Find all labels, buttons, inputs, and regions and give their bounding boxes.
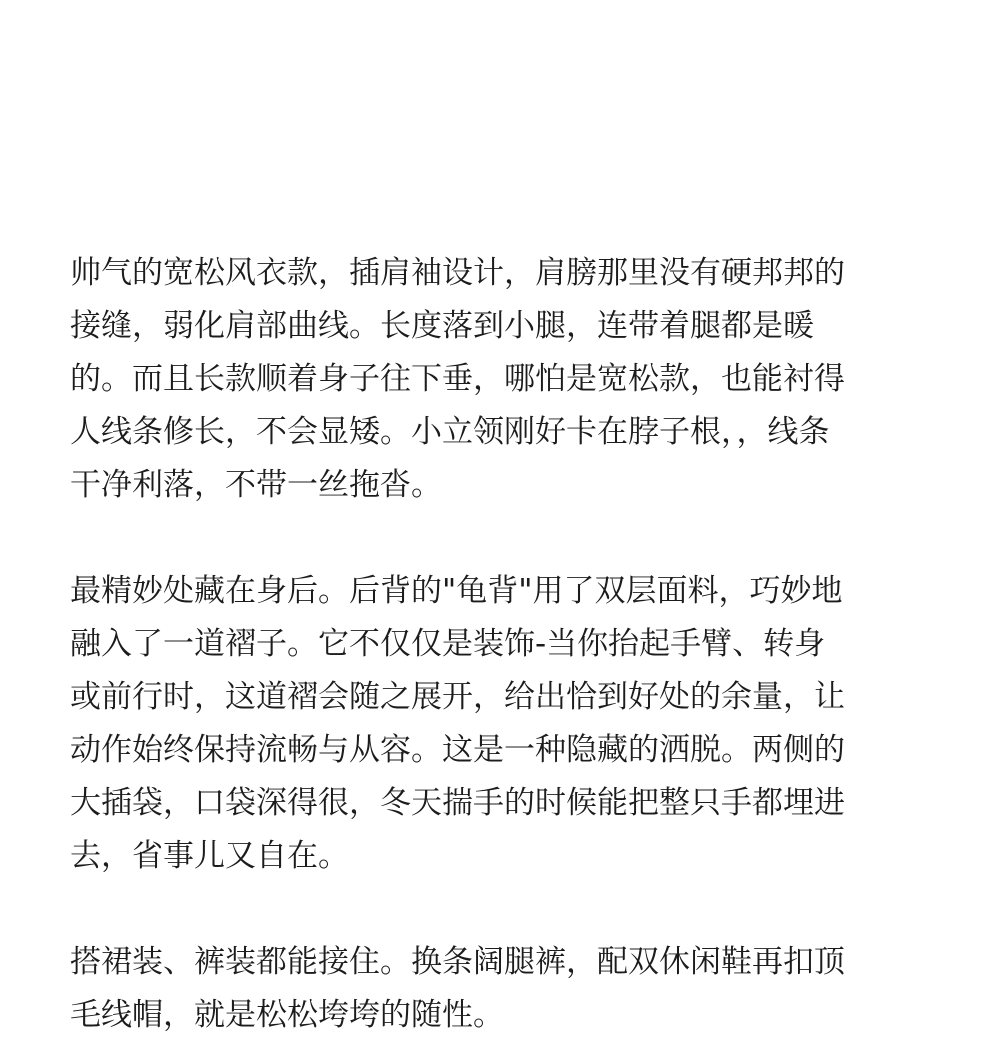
text-line: 最精妙处藏在身后。后背的"龟背"用了双层面料，巧妙地	[70, 573, 843, 609]
article-body	[70, 247, 920, 1042]
text-line: 或前行时，这道褶会随之展开，给出恰到好处的余量，让	[70, 679, 845, 715]
text-line: 毛线帽，就是松松垮垮的随性。	[70, 997, 504, 1033]
text-line: 去，省事儿又自在。	[70, 838, 349, 874]
paragraph-back-detail	[70, 565, 920, 883]
text-line: 搭裙装、裤装都能接住。换条阔腿裤，配双休闲鞋再扣顶	[70, 944, 845, 980]
text-line: 大插袋，口袋深得很，冬天揣手的时候能把整只手都埋进	[70, 785, 845, 821]
text-line: 帅气的宽松风衣款，插肩袖设计，肩膀那里没有硬邦邦的	[70, 255, 845, 291]
paragraph-styling	[70, 936, 920, 1042]
paragraph-design	[70, 247, 920, 512]
text-line: 融入了一道褶子。它不仅仅是装饰-当你抬起手臂、转身	[70, 626, 826, 662]
text-line: 的。而且长款顺着身子往下垂，哪怕是宽松款，也能衬得	[70, 361, 845, 397]
text-line: 干净利落，不带一丝拖沓。	[70, 467, 442, 503]
text-line: 动作始终保持流畅与从容。这是一种隐藏的洒脱。两侧的	[70, 732, 845, 768]
text-line: 人线条修长，不会显矮。小立领刚好卡在脖子根，，线条	[70, 414, 830, 450]
text-line: 接缝，弱化肩部曲线。长度落到小腿，连带着腿都是暖	[70, 308, 814, 344]
